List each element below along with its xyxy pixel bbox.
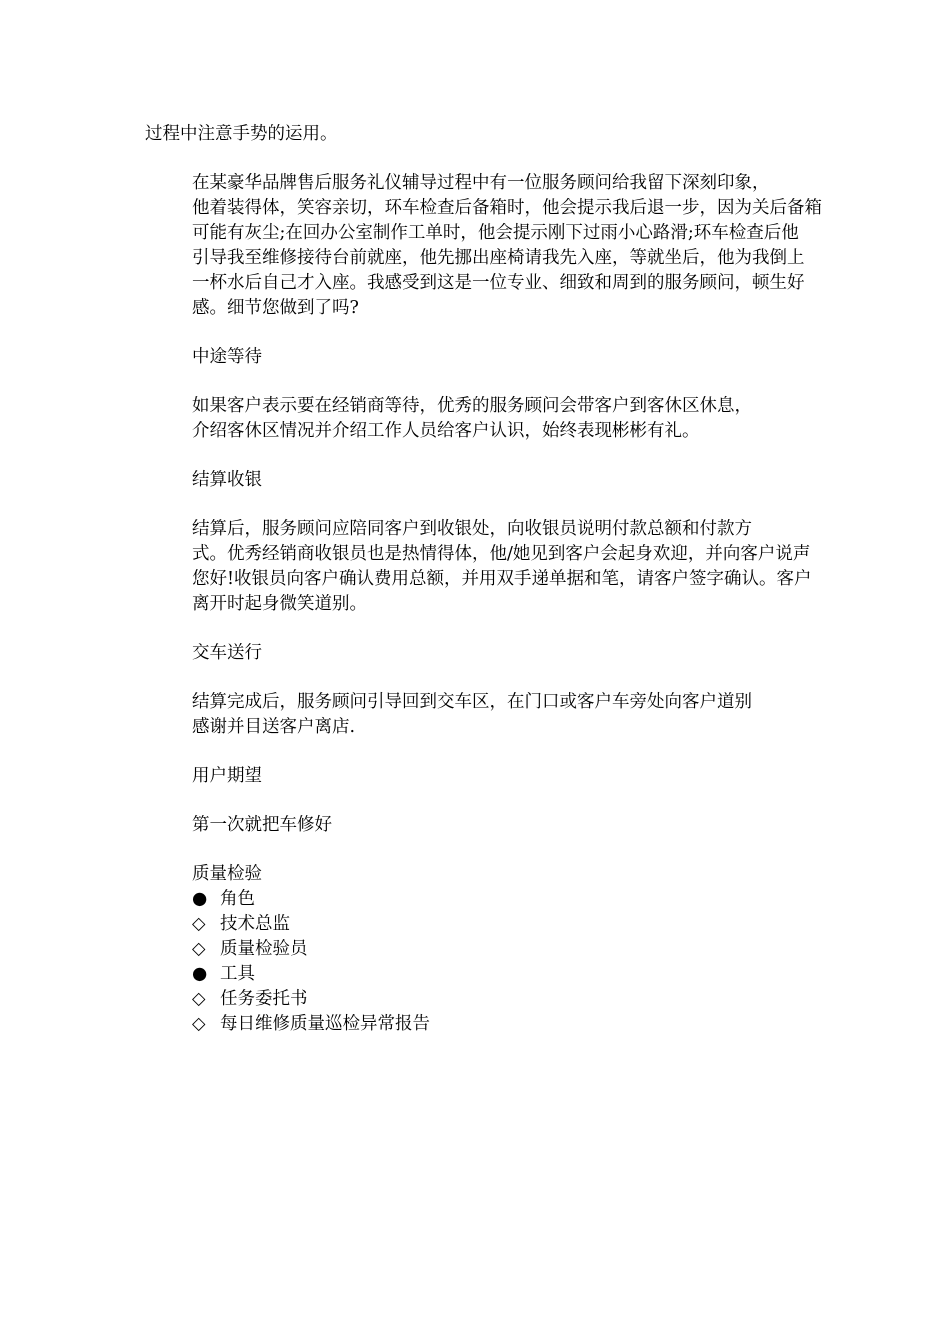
bullet-text: 技术总监 xyxy=(220,914,290,934)
heading-text: 质量检验 xyxy=(192,864,262,884)
section-heading-user-expectation xyxy=(145,764,810,789)
bullet-text: 工具 xyxy=(220,964,255,984)
text-line: 结算后，服务顾问应陪同客户到收银处，向收银员说明付款总额和付款方 xyxy=(192,519,752,539)
section-heading-fix-first-time xyxy=(145,813,810,838)
text-line: 介绍客休区情况并介绍工作人员给客户认识，始终表现彬彬有礼。 xyxy=(192,421,700,441)
section-heading-waiting xyxy=(145,345,810,370)
diamond-outline-bullet-icon: ◇ xyxy=(192,989,206,1009)
bullet-item-role xyxy=(145,887,810,912)
section-heading-checkout xyxy=(145,468,810,493)
paragraph-gesture-note xyxy=(145,122,810,147)
text-line: 结算完成后，服务顾问引导回到交车区，在门口或客户车旁处向客户道别 xyxy=(192,692,752,712)
text-line: 如果客户表示要在经销商等待，优秀的服务顾问会带客户到客休区休息， xyxy=(192,396,752,416)
section-heading-delivery xyxy=(145,641,810,666)
text-line: 在某豪华品牌售后服务礼仪辅导过程中有一位服务顾问给我留下深刻印象， xyxy=(192,173,770,193)
diamond-outline-bullet-icon: ◇ xyxy=(192,939,206,959)
bullet-item-quality-inspector xyxy=(145,937,810,962)
document-body xyxy=(145,122,822,1037)
bullet-item-daily-inspection-report xyxy=(145,1012,810,1037)
text-line: 离开时起身微笑道别。 xyxy=(192,594,367,614)
text-line: 感。细节您做到了吗? xyxy=(192,298,359,318)
text-line: 可能有灰尘;在回办公室制作工单时，他会提示刚下过雨小心路滑;环车检查后他 xyxy=(192,223,799,243)
paragraph-delivery xyxy=(145,690,810,740)
diamond-outline-bullet-icon: ◇ xyxy=(192,914,206,934)
text-line: 式。优秀经销商收银员也是热情得体，他/她见到客户会起身欢迎，并向客户说声 xyxy=(192,544,811,564)
heading-text: 交车送行 xyxy=(192,643,262,663)
section-heading-quality-inspection xyxy=(145,862,810,887)
bullet-text: 任务委托书 xyxy=(220,989,308,1009)
paragraph-service-advisor-example xyxy=(145,171,822,321)
text-line: 感谢并目送客户离店. xyxy=(192,717,356,737)
bullet-item-tools xyxy=(145,962,810,987)
text-line: 过程中注意手势的运用。 xyxy=(145,124,338,144)
paragraph-checkout xyxy=(145,517,810,617)
diamond-outline-bullet-icon: ◇ xyxy=(192,1014,206,1034)
paragraph-waiting xyxy=(145,394,810,444)
bullet-item-work-order xyxy=(145,987,810,1012)
heading-text: 第一次就把车修好 xyxy=(192,815,332,835)
heading-text: 结算收银 xyxy=(192,470,262,490)
text-line: 一杯水后自己才入座。我感受到这是一位专业、细致和周到的服务顾问，顿生好 xyxy=(192,273,805,293)
bullet-item-technical-director xyxy=(145,912,810,937)
filled-circle-bullet-icon: ● xyxy=(192,964,208,984)
bullet-text: 角色 xyxy=(220,889,255,909)
heading-text: 用户期望 xyxy=(192,766,262,786)
text-line: 他着装得体，笑容亲切，环车检查后备箱时，他会提示我后退一步，因为关后备箱 xyxy=(192,198,822,218)
bullet-text: 质量检验员 xyxy=(220,939,308,959)
bullet-text: 每日维修质量巡检异常报告 xyxy=(220,1014,430,1034)
heading-text: 中途等待 xyxy=(192,347,262,367)
filled-circle-bullet-icon: ● xyxy=(192,889,208,909)
text-line: 引导我至维修接待台前就座，他先挪出座椅请我先入座，等就坐后，他为我倒上 xyxy=(192,248,805,268)
text-line: 您好!收银员向客户确认费用总额，并用双手递单据和笔，请客户签字确认。客户 xyxy=(192,569,812,589)
